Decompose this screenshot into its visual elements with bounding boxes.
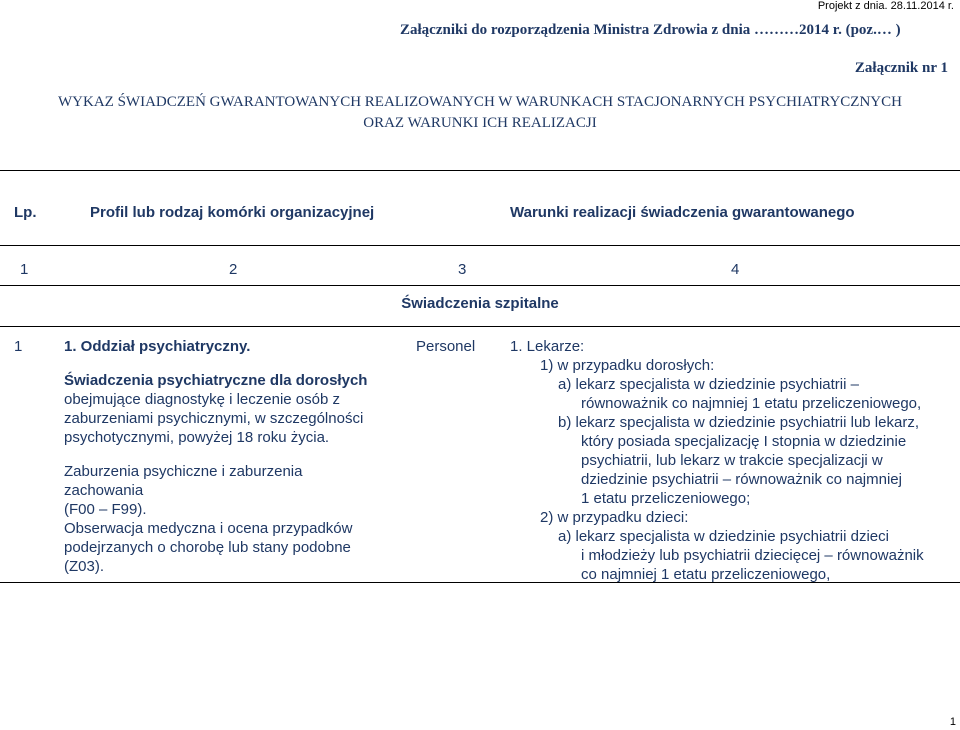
conditions-line: b) lekarz specjalista w dziedzinie psychiatrii lub lekarz,	[558, 414, 919, 431]
document-title-line-1: WYKAZ ŚWIADCZEŃ GWARANTOWANYCH REALIZOWANYCH W WARUNKACH STACJONARNYCH PSYCHIATRYCZNYCH	[58, 94, 902, 110]
service-desc-line: psychotycznymi, powyżej 18 roku życia.	[64, 429, 330, 446]
diagnosis-line: (F00 – F99).	[64, 501, 147, 518]
conditions-line: który posiada specjalizację I stopnia w dziedzinie	[581, 433, 907, 450]
column-number-4: 4	[731, 261, 740, 278]
conditions-line: równoważnik co najmniej 1 etatu przeliczeniowego,	[581, 395, 922, 412]
section-title: Świadczenia szpitalne	[401, 295, 559, 312]
table-top-border	[0, 170, 960, 171]
conditions-cell	[510, 337, 950, 584]
diagnosis-line: (Z03).	[64, 558, 105, 575]
conditions-line: 1 etatu przeliczeniowego;	[581, 490, 751, 507]
conditions-line: 2) w przypadku dzieci:	[540, 509, 689, 526]
regulation-header: Załączniki do rozporządzenia Ministra Zdrowia z dnia ………2014 r. (poz.… )	[400, 22, 901, 38]
section-bottom-border	[0, 326, 960, 327]
conditions-line: dziedzinie psychiatrii – równoważnik co najmniej	[581, 471, 902, 488]
unit-title: 1. Oddział psychiatryczny.	[64, 338, 251, 355]
header-bottom-border	[0, 245, 960, 246]
page-number: 1	[949, 716, 956, 728]
diagnosis-line: Obserwacja medyczna i ocena przypadków	[64, 520, 353, 537]
column-number-2: 2	[229, 261, 238, 278]
service-desc-line: obejmujące diagnostykę i leczenie osób z	[64, 391, 340, 408]
numbers-bottom-border	[0, 285, 960, 286]
draft-date-note: Projekt z dnia. 28.11.2014 r.	[817, 0, 954, 12]
service-desc-line: zaburzeniami psychicznymi, w szczególności	[64, 410, 364, 427]
doctors-heading: 1. Lekarze:	[510, 338, 585, 355]
column-number-1: 1	[20, 261, 29, 278]
conditions-line: co najmniej 1 etatu przeliczeniowego,	[581, 566, 831, 583]
service-heading: Świadczenia psychiatryczne dla dorosłych	[64, 372, 368, 389]
conditions-line: psychiatrii, lub lekarz w trakcie specjalizacji w	[581, 452, 883, 469]
conditions-line: i młodzieży lub psychiatrii dziecięcej – równoważnik	[581, 547, 924, 564]
column-number-3: 3	[458, 261, 467, 278]
profile-cell	[64, 337, 384, 576]
conditions-line: a) lekarz specjalista w dziedzinie psychiatrii –	[558, 376, 859, 393]
attachment-label: Załącznik nr 1	[854, 60, 948, 76]
conditions-line: 1) w przypadku dorosłych:	[540, 357, 715, 374]
conditions-line: a) lekarz specjalista w dziedzinie psychiatrii dzieci	[558, 528, 889, 545]
column-header-lp: Lp.	[14, 204, 37, 221]
personnel-label: Personel	[416, 338, 476, 355]
column-header-profile: Profil lub rodzaj komórki organizacyjnej	[90, 204, 375, 221]
diagnosis-line: Zaburzenia psychiczne i zaburzenia zachowania	[64, 463, 303, 499]
row-number: 1	[14, 338, 23, 355]
column-header-conditions: Warunki realizacji świadczenia gwarantowanego	[510, 204, 855, 221]
document-title-line-2: ORAZ WARUNKI ICH REALIZACJI	[363, 115, 597, 131]
diagnosis-line: podejrzanych o chorobę lub stany podobne	[64, 539, 351, 556]
